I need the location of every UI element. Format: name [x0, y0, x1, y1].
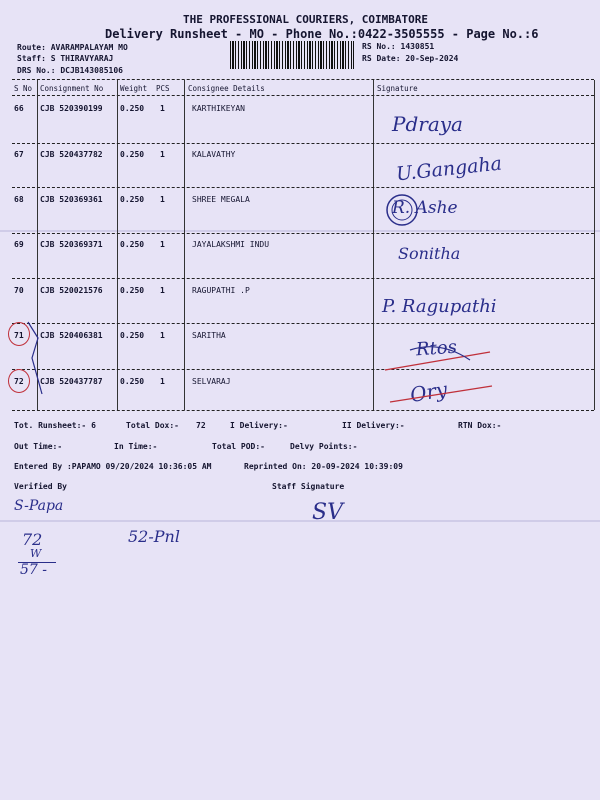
column-divider: [594, 80, 595, 410]
handwritten-note-top: 72: [22, 530, 43, 549]
staff-signature: SV: [312, 500, 343, 525]
row-signature: Pdraya: [392, 112, 463, 136]
column-divider: [117, 80, 118, 410]
drs-number: DRS No.: DCJB143085106: [17, 66, 123, 75]
total-dox-label: Total Dox:-: [126, 421, 179, 430]
barcode: [230, 41, 354, 69]
row-consignment: CJB 520437787: [40, 377, 103, 386]
rs-date: RS Date: 20-Sep-2024: [362, 54, 459, 63]
row-consignee: KALAVATHY: [192, 150, 236, 159]
row-signature: Sonitha: [398, 244, 461, 263]
row-sno: 71: [14, 331, 24, 340]
row-consignee: JAYALAKSHMI INDU: [192, 240, 270, 249]
handwritten-note-right: 52-Pnl: [128, 527, 180, 546]
row-consignment: CJB 520390199: [40, 104, 103, 113]
header-rule: [12, 95, 594, 96]
row-consignment: CJB 520021576: [40, 286, 103, 295]
rtn-dox: RTN Dox:-: [458, 421, 502, 430]
rs-number: RS No.: 1430851: [362, 42, 435, 51]
row-sno: 68: [14, 195, 24, 204]
row-pcs: 1: [160, 150, 165, 159]
verifier-signature: S-Papa: [14, 498, 64, 514]
row-consignment: CJB 520369371: [40, 240, 103, 249]
row-signature: Ory: [408, 376, 450, 408]
row-sno: 66: [14, 104, 24, 113]
total-pod: Total POD:-: [212, 442, 265, 451]
row-signature: U.Gangaha: [395, 152, 503, 186]
staff-signature-label: Staff Signature: [272, 482, 345, 491]
row-signature: R. Ashe: [392, 198, 458, 218]
reprinted-on: Reprinted On: 20-09-2024 10:39:09: [244, 462, 403, 471]
handwritten-note-bottom: 57 -: [20, 562, 47, 578]
scan-artifact: [0, 520, 600, 522]
row-weight: 0.250: [120, 104, 145, 113]
row-pcs: 1: [160, 286, 165, 295]
row-consignee: RAGUPATHI .P: [192, 286, 250, 295]
scan-artifact: [0, 230, 600, 232]
col-header-sno: S No: [14, 84, 33, 93]
in-time: In Time:-: [114, 442, 158, 451]
row-weight: 0.250: [120, 286, 145, 295]
row-weight: 0.250: [120, 195, 145, 204]
row-consignee: SHREE MEGALA: [192, 195, 250, 204]
total-dox-value: 72: [196, 421, 206, 430]
row-pcs: 1: [160, 104, 165, 113]
handwritten-note-w: W: [30, 547, 42, 560]
row-sno: 70: [14, 286, 24, 295]
col-header-pcs: PCS: [156, 84, 170, 93]
row-rule: [12, 369, 594, 370]
column-divider: [373, 80, 374, 410]
row-weight: 0.250: [120, 150, 145, 159]
route: Route: AVARAMPALAYAM MO: [17, 43, 128, 52]
verified-by-label: Verified By: [14, 482, 67, 491]
out-time: Out Time:-: [14, 442, 63, 451]
pen-strokes: [24, 318, 50, 398]
row-pcs: 1: [160, 240, 165, 249]
row-weight: 0.250: [120, 331, 145, 340]
row-rule: [12, 233, 594, 234]
ii-delivery: II Delivery:-: [342, 421, 405, 430]
company-name: THE PROFESSIONAL COURIERS, COIMBATORE: [183, 13, 429, 26]
row-consignment: CJB 520369361: [40, 195, 103, 204]
row-signature: Rtos: [415, 336, 458, 361]
row-signature: P. Ragupathi: [382, 296, 497, 317]
row-pcs: 1: [160, 195, 165, 204]
col-header-signature: Signature: [377, 84, 418, 93]
table-top-rule: [12, 79, 594, 80]
row-sno: 67: [14, 150, 24, 159]
col-header-weight: Weight: [120, 84, 148, 93]
row-weight: 0.250: [120, 240, 145, 249]
row-rule: [12, 187, 594, 188]
row-consignee: SARITHA: [192, 331, 226, 340]
pen-strokes: [380, 330, 500, 410]
row-sno: 69: [14, 240, 24, 249]
row-consignment: CJB 520437782: [40, 150, 103, 159]
row-rule: [12, 323, 594, 324]
row-consignee: SELVARAJ: [192, 377, 231, 386]
entered-by: Entered By :PAPAMO 09/20/2024 10:36:05 AM: [14, 462, 212, 471]
column-divider: [184, 80, 185, 410]
row-sno: 72: [14, 377, 24, 386]
col-header-consignment: Consignment No: [40, 84, 104, 93]
row-pcs: 1: [160, 377, 165, 386]
row-rule: [12, 278, 594, 279]
row-pcs: 1: [160, 331, 165, 340]
row-rule: [12, 410, 594, 411]
tot-runsheet: Tot. Runsheet:- 6: [14, 421, 96, 430]
runsheet-title: Delivery Runsheet - MO - Phone No.:0422-3505555 - Page No.:6: [105, 27, 539, 41]
row-consignment: CJB 520406381: [40, 331, 103, 340]
row-rule: [12, 143, 594, 144]
i-delivery: I Delivery:-: [230, 421, 288, 430]
row-consignee: KARTHIKEYAN: [192, 104, 245, 113]
row-weight: 0.250: [120, 377, 145, 386]
staff: Staff: S THIRAVYARAJ: [17, 54, 114, 63]
col-header-consignee: Consignee Details: [188, 84, 265, 93]
delvy-points: Delvy Points:-: [290, 442, 358, 451]
